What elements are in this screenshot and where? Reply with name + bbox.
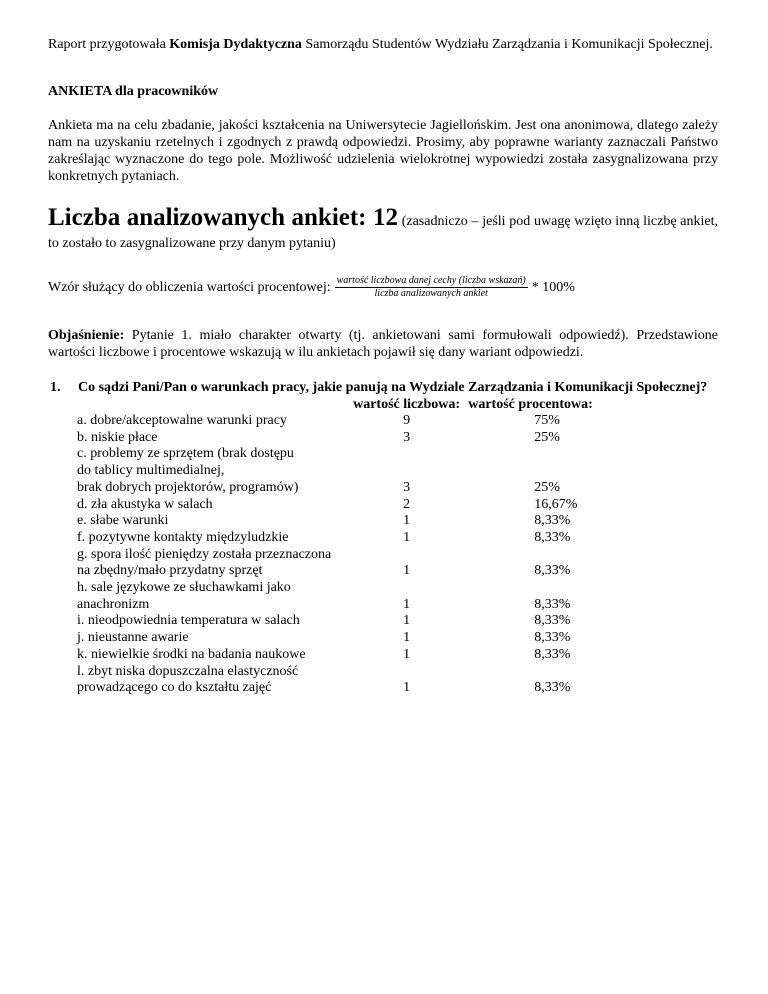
committee-name: Komisja Dydaktyczna bbox=[169, 37, 302, 52]
formula-multiplier: * 100% bbox=[531, 279, 575, 295]
answer-row bbox=[77, 613, 718, 630]
answer-count bbox=[345, 664, 468, 681]
answer-label: b. niskie płace bbox=[77, 429, 158, 445]
surveys-count-heading: Liczba analizowanych ankiet: 12 bbox=[48, 204, 398, 231]
answer-percent: 8,33% bbox=[534, 513, 571, 529]
answer-row bbox=[77, 530, 718, 547]
answer-row bbox=[77, 680, 718, 697]
answer-count: 1 bbox=[403, 563, 411, 579]
answer-count: 9 bbox=[403, 413, 411, 428]
answer-percent bbox=[468, 463, 718, 480]
formula-label: Wzór służący do obliczenia wartości procentowej: bbox=[48, 279, 331, 295]
answer-percent bbox=[468, 664, 718, 681]
header-blank bbox=[77, 396, 345, 413]
explanation-text: Pytanie 1. miało charakter otwarty (tj. ankietowani sami formułowali odpowiedź). Przedstawione wartości liczbowe i procentowe wskazują w ilu ankietach pojawił się dany wariant odpowiedzi. bbox=[48, 328, 718, 360]
answer-count: 1 bbox=[403, 513, 411, 529]
answer-percent: 25% bbox=[534, 429, 560, 445]
answer-count: 1 bbox=[403, 529, 411, 545]
answer-count: 3 bbox=[403, 429, 411, 445]
answer-label: a. dobre/akceptowalne warunki pracy bbox=[77, 413, 287, 428]
answer-label: j. nieustanne awarie bbox=[77, 630, 189, 646]
answer-label: h. sale językowe ze słuchawkami jako anachronizm bbox=[77, 580, 291, 612]
answer-percent: 8,33% bbox=[534, 563, 571, 579]
answer-count: 1 bbox=[403, 646, 411, 662]
answer-percent: 8,33% bbox=[534, 613, 571, 629]
answer-label: d. zła akustyka w salach bbox=[77, 496, 213, 512]
question-text: Co sądzi Pani/Pan o warunkach pracy, jakie panują na Wydziale Zarządzania i Komunikacji Społecznej? bbox=[78, 380, 708, 395]
formula-numerator: wartość liczbowa danej cechy (liczba wskazań) bbox=[336, 274, 526, 286]
answer-count bbox=[345, 547, 468, 564]
answer-percent: 8,33% bbox=[534, 646, 571, 662]
answer-label: prowadzącego co do kształtu zajęć bbox=[77, 680, 272, 696]
answer-count bbox=[345, 463, 468, 480]
answer-count: 1 bbox=[403, 596, 411, 612]
answer-row bbox=[77, 630, 718, 647]
answer-percent: 8,33% bbox=[534, 630, 571, 646]
question-1 bbox=[48, 379, 718, 396]
answer-percent: 8,33% bbox=[534, 529, 571, 545]
surveys-count-note: (zasadniczo – jeśli pod uwagę wzięto inną liczbę ankiet, to zostało to zasygnalizowane przy danym pytaniu) bbox=[48, 214, 718, 251]
answer-label: e. słabe warunki bbox=[77, 513, 169, 529]
answer-label: k. niewielkie środki na badania naukowe bbox=[77, 646, 306, 662]
answer-row bbox=[77, 413, 718, 430]
explanation-label: Objaśnienie: bbox=[48, 328, 125, 343]
answer-row bbox=[77, 547, 718, 564]
answer-count bbox=[345, 446, 468, 463]
answer-label: do tablicy multimedialnej, bbox=[77, 463, 225, 479]
answer-percent: 25% bbox=[534, 479, 560, 495]
header-percent: wartość procentowa: bbox=[468, 397, 593, 412]
answer-percent: 8,33% bbox=[534, 680, 571, 696]
question-number: 1. bbox=[50, 380, 61, 395]
answer-count: 3 bbox=[403, 479, 411, 495]
header-count: wartość liczbowa: bbox=[353, 397, 461, 412]
answer-percent: 16,67% bbox=[534, 496, 578, 512]
formula-denominator: liczba analizowanych ankiet bbox=[374, 287, 488, 299]
formula-fraction bbox=[335, 275, 528, 300]
answer-percent bbox=[468, 547, 718, 564]
answer-label: brak dobrych projektorów, programów) bbox=[77, 479, 299, 495]
answer-count: 1 bbox=[403, 613, 411, 629]
answer-row bbox=[77, 463, 718, 480]
section-title: ANKIETA dla pracowników bbox=[48, 84, 219, 99]
answer-row bbox=[77, 430, 718, 447]
answer-label: g. spora ilość pieniędzy została przeznaczona bbox=[77, 546, 332, 562]
answer-row bbox=[77, 563, 718, 580]
answer-label: f. pozytywne kontakty międzyludzkie bbox=[77, 529, 289, 545]
answer-row bbox=[77, 580, 718, 613]
answer-label: c. problemy ze sprzętem (brak dostępu bbox=[77, 446, 294, 462]
answer-count: 2 bbox=[403, 496, 411, 512]
answer-count: 1 bbox=[403, 680, 411, 696]
answer-label: i. nieodpowiednia temperatura w salach bbox=[77, 613, 300, 629]
answer-row bbox=[77, 480, 718, 497]
formula bbox=[48, 269, 718, 305]
answers-header-row bbox=[77, 396, 718, 413]
answer-row bbox=[77, 497, 718, 514]
explanation-paragraph bbox=[48, 327, 718, 361]
intro-text: Raport przygotowała bbox=[48, 37, 170, 52]
answer-row bbox=[77, 664, 718, 681]
answer-row bbox=[77, 647, 718, 664]
answer-percent bbox=[468, 446, 718, 463]
answer-label: l. zbyt niska dopuszczalna elastyczność bbox=[77, 663, 299, 679]
intro-text-end: Samorządu Studentów Wydziału Zarządzania i Komunikacji Społecznej. bbox=[301, 37, 713, 52]
answer-row bbox=[77, 446, 718, 463]
report-author-paragraph bbox=[48, 36, 718, 53]
survey-description: Ankieta ma na celu zbadanie, jakości kształcenia na Uniwersytecie Jagiellońskim. Jest ona anonimowa, dlatego zależy nam na uzyskaniu rzetelnych i zgodnych z prawdą odpowiedzi. Prosimy, aby poprawne warianty zaznaczali Państwo zakreślając wyznaczone do tego pole. Możliwość udzielenia wielokrotnej wypowiedzi została zasygnalizowana przy konkretnych pytaniach. bbox=[48, 118, 718, 184]
answer-label: na zbędny/mało przydatny sprzęt bbox=[77, 563, 263, 579]
headline-paragraph bbox=[48, 204, 718, 255]
answers-table bbox=[77, 396, 718, 697]
document-page bbox=[48, 36, 718, 697]
answer-percent: 8,33% bbox=[534, 596, 571, 612]
answer-row bbox=[77, 513, 718, 530]
answer-percent: 75% bbox=[534, 413, 560, 428]
answer-count: 1 bbox=[403, 630, 411, 646]
